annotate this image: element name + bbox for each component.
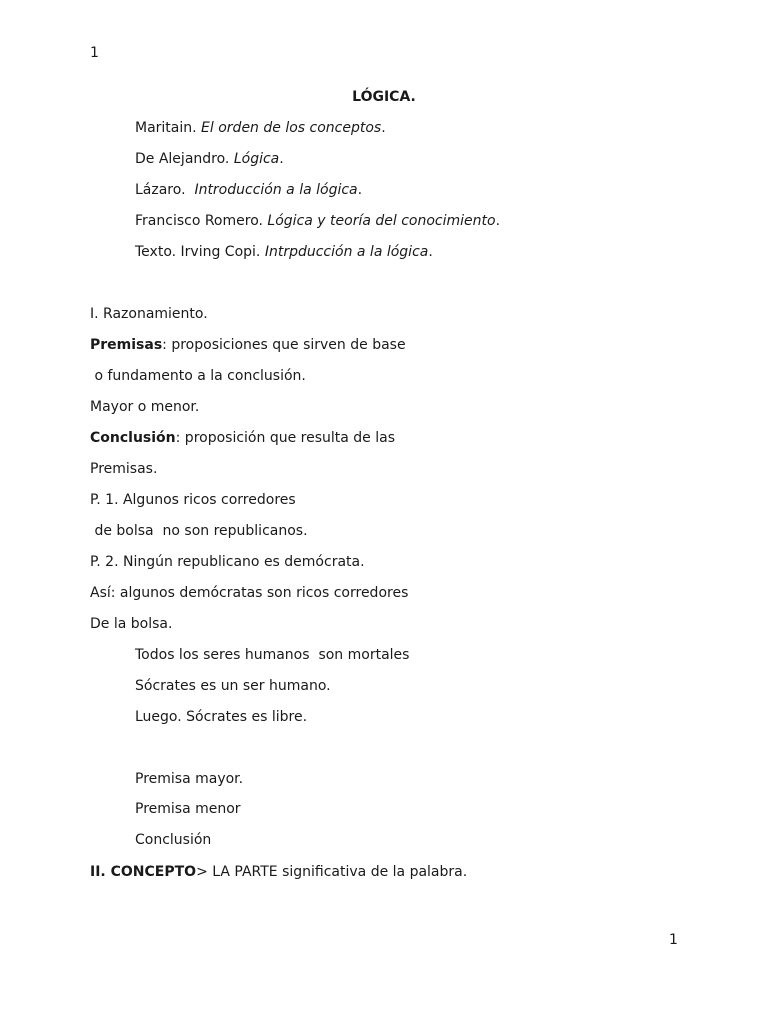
syllogism-line: Luego. Sócrates es libre. xyxy=(135,709,308,725)
section-heading xyxy=(90,863,467,881)
definition-text: > LA PARTE significativa de la palabra. xyxy=(196,864,468,880)
page-number-top: 1 xyxy=(90,45,99,61)
paragraph-line: o fundamento a la conclusión. xyxy=(90,368,306,384)
bib-author: Lázaro. xyxy=(135,182,195,198)
page-number-bottom: 1 xyxy=(669,932,678,948)
syllogism-line: Todos los seres humanos son mortales xyxy=(135,647,410,663)
syllogism-line: Sócrates es un ser humano. xyxy=(135,678,331,694)
term: II. CONCEPTO xyxy=(90,864,197,880)
term: Premisas xyxy=(90,337,163,353)
syllogism-part: Premisa mayor. xyxy=(135,771,244,787)
conclusion-line: Así: algunos demócratas son ricos corredores xyxy=(90,585,409,601)
definition-text: : proposición que resulta de las xyxy=(175,430,395,446)
paragraph-line: Mayor o menor. xyxy=(90,399,200,415)
bib-title: Introducción a la lógica xyxy=(194,182,358,198)
paragraph-line: Premisas. xyxy=(90,461,158,477)
bib-tail: . xyxy=(381,120,386,136)
bib-tail: . xyxy=(357,182,363,198)
bib-tail: . xyxy=(428,244,433,260)
premise-1: P. 1. Algunos ricos corredores xyxy=(90,492,296,508)
paragraph-line: de bolsa no son republicanos. xyxy=(90,523,308,539)
definition-premisas xyxy=(90,336,406,354)
bib-author: De Alejandro. xyxy=(135,151,234,167)
syllogism-part: Conclusión xyxy=(135,832,212,848)
document-title: LÓGICA. xyxy=(352,89,416,105)
bibliography-entry xyxy=(135,181,362,199)
bibliography-entry xyxy=(135,212,500,230)
definition-conclusion xyxy=(90,429,395,447)
bibliography-entry xyxy=(135,150,284,168)
paragraph-line: De la bolsa. xyxy=(90,616,173,632)
bib-author: Francisco Romero. xyxy=(135,213,268,229)
bib-tail: . xyxy=(495,213,501,229)
bib-author: Maritain. xyxy=(135,120,202,136)
bib-title: Lógica y teoría del conocimiento xyxy=(267,213,496,229)
definition-text: : proposiciones que sirven de base xyxy=(162,337,406,353)
bib-title: Lógica xyxy=(233,151,280,167)
bib-author: Texto. Irving Copi. xyxy=(135,244,265,260)
bib-title: Intrpducción a la lógica xyxy=(264,244,429,260)
section-heading: I. Razonamiento. xyxy=(90,306,208,322)
syllogism-part: Premisa menor xyxy=(135,801,241,817)
bibliography-entry xyxy=(135,119,386,137)
premise-2: P. 2. Ningún republicano es demócrata. xyxy=(90,554,365,570)
bibliography-entry xyxy=(135,243,433,261)
bib-title: El orden de los conceptos xyxy=(201,120,382,136)
term: Conclusión xyxy=(90,430,176,446)
bib-tail: . xyxy=(279,151,284,167)
